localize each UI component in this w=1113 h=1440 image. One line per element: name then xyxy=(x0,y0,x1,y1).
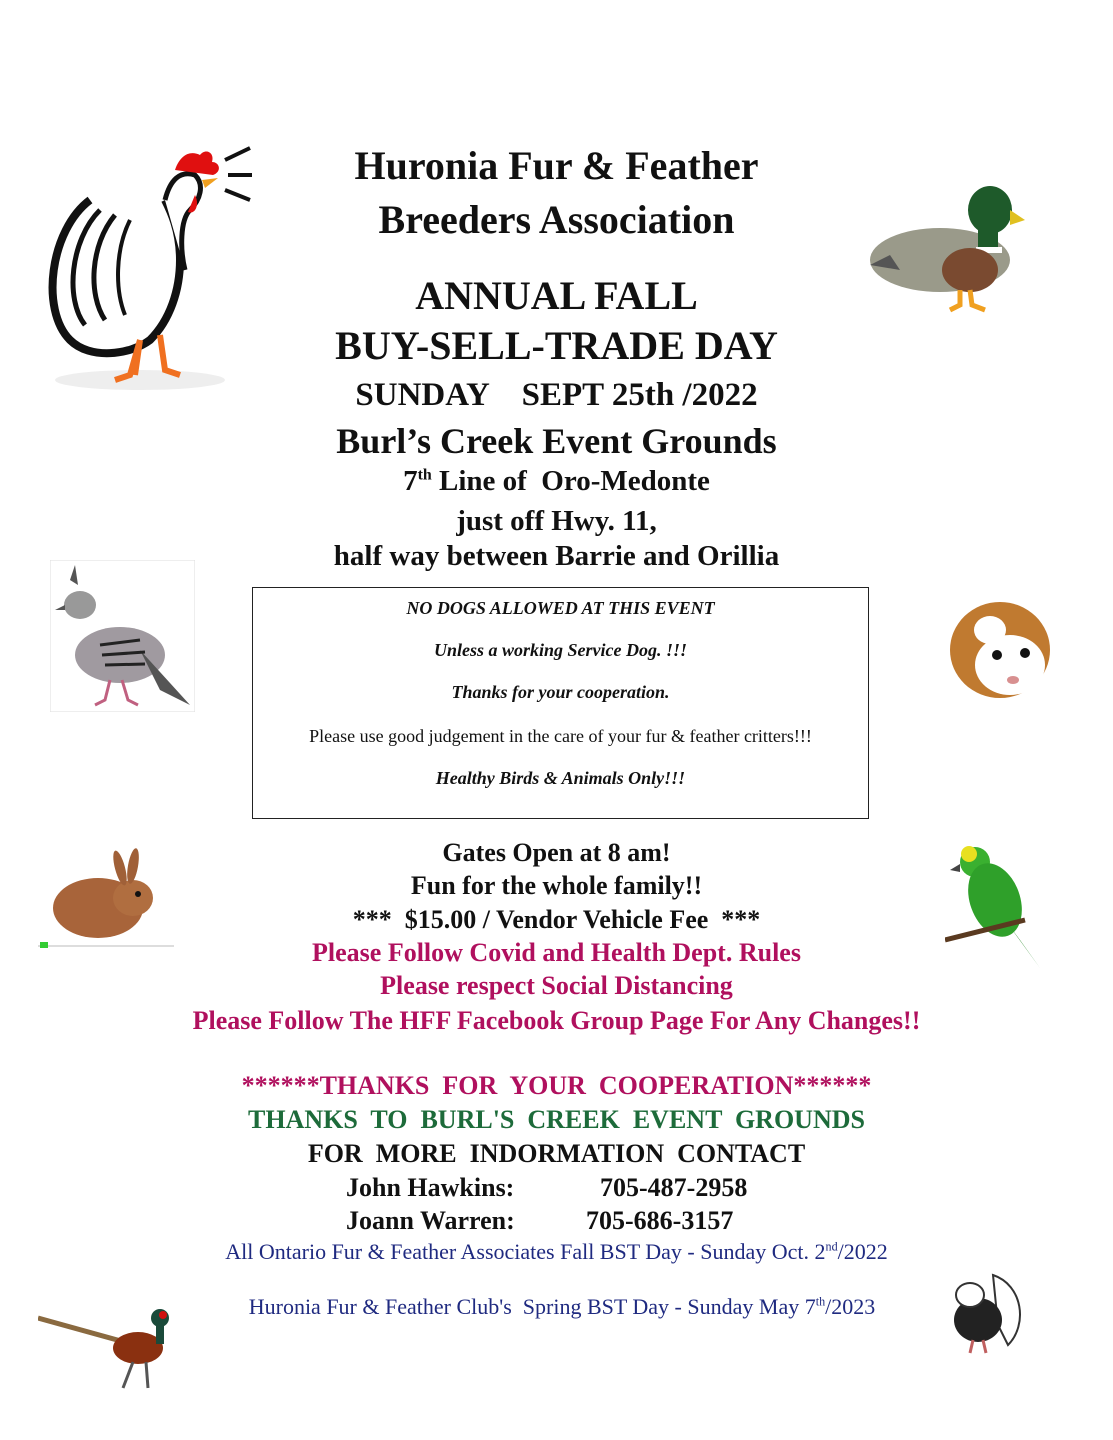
notice-box xyxy=(252,587,869,819)
footer-ontario-pre: All Ontario Fur & Feather Associates Fall BST Day - Sunday Oct. 2 xyxy=(225,1239,826,1264)
contact-name-2: Joann Warren: xyxy=(346,1206,515,1235)
covid-rules: Please Follow Covid and Health Dept. Rules xyxy=(312,938,801,967)
footer-ontario-sup: nd xyxy=(825,1239,838,1254)
notice-healthy: Healthy Birds & Animals Only!!! xyxy=(435,768,686,788)
duck-icon xyxy=(860,165,1025,325)
gates-open: Gates Open at 8 am! xyxy=(442,838,671,867)
footer-huronia-sup: th xyxy=(815,1294,826,1309)
footer-huronia-post: /2023 xyxy=(825,1294,876,1319)
guinea-pig-icon xyxy=(945,595,1055,710)
rabbit-icon xyxy=(38,848,174,952)
address-line-sup: th xyxy=(417,466,432,484)
footer-huronia-pre: Huronia Fur & Feather Club's Spring BST Day - Sunday May 7 xyxy=(248,1294,816,1319)
org-name-line2: Breeders Association xyxy=(378,197,735,242)
thanks-burls: THANKS TO BURL'S CREEK EVENT GROUNDS xyxy=(248,1105,865,1134)
event-title-line2: BUY-SELL-TRADE DAY xyxy=(335,323,778,368)
fantail-pigeon-icon xyxy=(948,1265,1028,1360)
event-directions2: half way between Barrie and Orillia xyxy=(333,540,780,572)
facebook-notice: Please Follow The HFF Facebook Group Page For Any Changes!! xyxy=(192,1006,921,1035)
social-distancing: Please respect Social Distancing xyxy=(380,971,733,1000)
footer-ontario xyxy=(0,1239,1113,1265)
footer-ontario-post: /2022 xyxy=(837,1239,888,1264)
contact-name-1: John Hawkins: xyxy=(346,1173,515,1202)
more-info: FOR MORE INDORMATION CONTACT xyxy=(307,1139,806,1168)
pigeon-icon xyxy=(50,560,195,712)
thanks-cooperation: ******THANKS FOR YOUR COOPERATION****** xyxy=(241,1071,872,1100)
pheasant-icon xyxy=(38,1298,173,1393)
address-line-rest: Line of Oro-Medonte xyxy=(431,465,710,497)
rooster-icon xyxy=(30,140,255,395)
event-directions1: just off Hwy. 11, xyxy=(456,505,657,537)
parrot-icon xyxy=(945,840,1060,970)
vendor-fee: *** $15.00 / Vendor Vehicle Fee *** xyxy=(352,905,761,934)
address-line-num: 7 xyxy=(403,465,418,497)
event-venue: Burl’s Creek Event Grounds xyxy=(336,421,777,461)
family-fun: Fun for the whole family!! xyxy=(410,871,703,900)
notice-service-dog: Unless a working Service Dog. !!! xyxy=(433,640,688,660)
contact-phone-2: 705-686-3157 xyxy=(586,1206,734,1235)
event-date: SUNDAY SEPT 25th /2022 xyxy=(355,377,758,413)
notice-no-dogs: NO DOGS ALLOWED AT THIS EVENT xyxy=(406,598,715,618)
event-title-line1: ANNUAL FALL xyxy=(415,273,698,318)
notice-thanks: Thanks for your cooperation. xyxy=(451,682,670,702)
notice-judgement: Please use good judgement in the care of your fur & feather critters!!! xyxy=(309,726,812,746)
org-name-line1: Huronia Fur & Feather xyxy=(354,143,759,188)
event-address xyxy=(0,465,1113,498)
contact-phone-1: 705-487-2958 xyxy=(600,1173,748,1202)
